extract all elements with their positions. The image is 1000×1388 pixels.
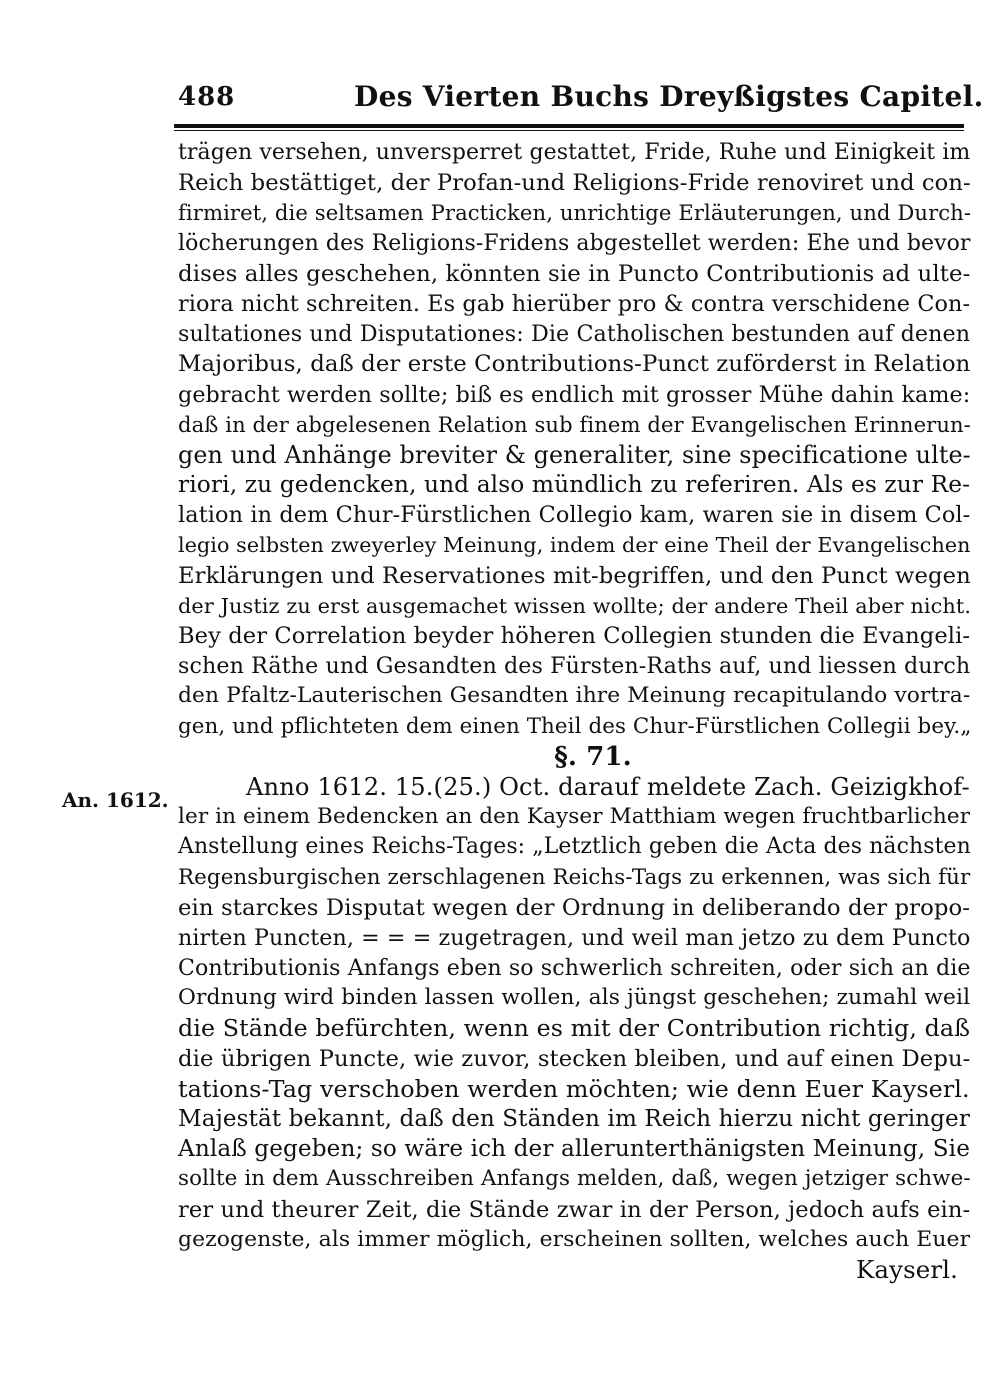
text-line: löcherungen des Religions-Fridens abgestellet werden: Ehe und bevor <box>178 230 971 256</box>
text-line: Reich bestättiget, der Profan-und Religions-Fride renoviret und con- <box>178 170 971 197</box>
text-line: gen, und pflichteten dem einen Theil des Chur-Fürstlichen Collegii bey.„ <box>178 713 972 739</box>
text-line: schen Räthe und Gesandten des Fürsten-Raths auf, und liessen durch <box>178 653 971 680</box>
text-line: daß in der abgelesenen Relation sub finem der Evangelischen Erinnerun- <box>178 411 971 437</box>
text-line: tations-Tag verschoben werden möchten; wie denn Euer Kayserl. <box>178 1074 970 1103</box>
margin-note: An. 1612. <box>62 788 169 812</box>
section-heading: §. 71. <box>554 741 632 772</box>
page-header <box>178 76 984 118</box>
text-line: dises alles geschehen, könnten sie in Puncto Contributionis ad ulte- <box>178 260 971 287</box>
text-line: den Pfaltz-Lauterischen Gesandten ihre Meinung recapitulando vortra- <box>178 683 971 709</box>
header-rule-thin <box>174 130 964 131</box>
header-rule <box>174 124 964 128</box>
text-line: riora nicht schreiten. Es gab hierüber pro & contra verschidene Con- <box>178 290 971 317</box>
text-line: sollte in dem Ausschreiben Anfangs melden, daß, wegen jetziger schwe- <box>178 1166 971 1192</box>
text-line: Bey der Correlation beyder höheren Collegien stunden die Evangeli- <box>178 623 971 649</box>
text-line: die Stände befürchten, wenn es mit der Contribution richtig, daß <box>178 1014 971 1043</box>
body-text <box>178 138 972 1285</box>
text-line: Regensburgischen zerschlagenen Reichs-Tags zu erkennen, was sich für <box>178 864 971 890</box>
text-line: die übrigen Puncte, wie zuvor, stecken bleiben, und auf einen Depu- <box>178 1045 971 1072</box>
page-number: 488 <box>178 82 236 112</box>
text-line: ler in einem Bedencken an den Kayser Matthiam wegen fruchtbarlicher <box>178 804 971 830</box>
text-line: riori, zu gedencken, und also mündlich zu referiren. Als es zur Re- <box>178 471 971 499</box>
text-line: Anno 1612. 15.(25.) Oct. darauf meldete Zach. Geizigkhof- <box>246 772 970 801</box>
text-line: der Justiz zu erst ausgemachet wissen wollte; der andere Theil aber nicht. <box>178 593 972 618</box>
text-line: Anlaß gegeben; so wäre ich der allerunterthänigsten Meinung, Sie <box>178 1136 970 1163</box>
text-line: Anstellung eines Reichs-Tages: „Letztlich geben die Acta des nächsten <box>178 834 971 860</box>
text-line: sultationes und Disputationes: Die Catholischen bestunden auf denen <box>178 321 971 348</box>
text-line: Majoribus, daß der erste Contributions-Punct zuförderst in Relation <box>178 351 971 378</box>
text-line: nirten Puncten, = = = zugetragen, und weil man jetzo zu dem Puncto <box>178 924 971 951</box>
text-line: firmiret, die seltsamen Practicken, unrichtige Erläuterungen, und Durch- <box>178 200 972 226</box>
text-line: lation in dem Chur-Fürstlichen Collegio kam, waren sie in disem Col- <box>178 502 971 529</box>
catchword: Kayserl. <box>856 1254 958 1284</box>
text-line: trägen versehen, unversperret gestattet, Fride, Ruhe und Einigkeit im <box>178 140 971 165</box>
text-line: gezogenste, als immer möglich, erscheinen sollten, welches auch Euer <box>178 1226 971 1252</box>
text-line: rer und theurer Zeit, die Stände zwar in der Person, jedoch aufs ein- <box>178 1196 971 1223</box>
text-line: gen und Anhänge breviter & generaliter, sine specificatione ulte- <box>178 440 971 469</box>
text-line: gebracht werden sollte; biß es endlich mit grosser Mühe dahin kame: <box>178 381 971 408</box>
text-line: Erklärungen und Reservationes mit-begriffen, und den Punct wegen <box>178 562 971 589</box>
text-line: legio selbsten zweyerley Meinung, indem der eine Theil der Evangelischen <box>178 533 971 558</box>
text-line: Ordnung wird binden lassen wollen, als jüngst geschehen; zumahl weil <box>178 985 971 1011</box>
text-line: Majestät bekannt, daß den Ständen im Reich hierzu nicht geringer <box>178 1106 970 1132</box>
text-line: ein starckes Disputat wegen der Ordnung in deliberando der propo- <box>178 894 971 921</box>
text-line: Contributionis Anfangs eben so schwerlich schreiten, oder sich an die <box>178 955 971 982</box>
running-title: Des Vierten Buchs Dreyßigstes Capitel. <box>354 80 984 113</box>
